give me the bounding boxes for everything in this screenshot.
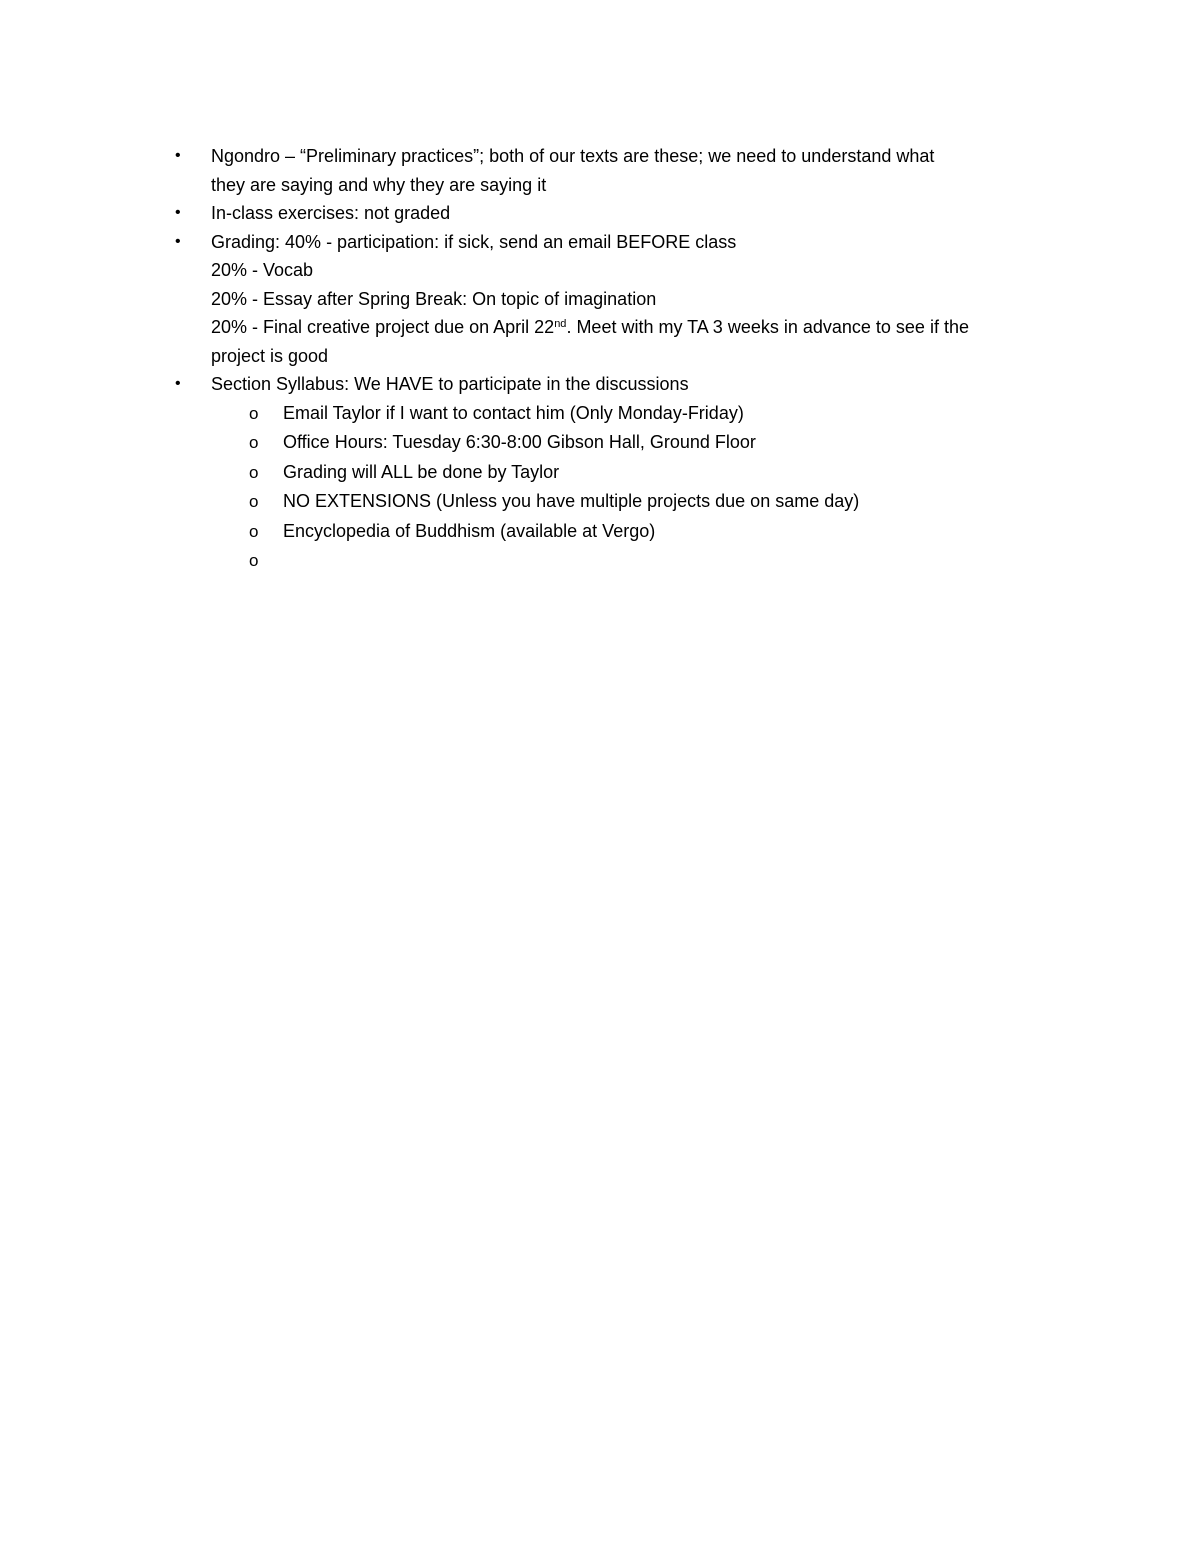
sub-list-item	[0, 458, 1200, 488]
list-item-text	[211, 313, 969, 342]
sub-list-item	[0, 428, 1200, 458]
bullet-icon: •	[175, 147, 181, 164]
list-item-text: In-class exercises: not graded	[211, 203, 451, 223]
circle-bullet-icon: o	[249, 551, 259, 570]
list-item	[0, 370, 1200, 399]
circle-bullet-icon: o	[249, 403, 259, 423]
list-item-text: Ngondro – “Preliminary practices”; both of our texts are these; we need to understand what	[211, 146, 935, 166]
sub-list-item-text: Office Hours: Tuesday 6:30-8:00 Gibson Hall, Ground Floor	[283, 432, 756, 452]
text-segment: . Meet with my TA 3 weeks in advance to see if the	[566, 317, 969, 337]
sub-list-item-text: NO EXTENSIONS (Unless you have multiple projects due on same day)	[283, 491, 860, 511]
list-item-continuation	[0, 342, 1200, 371]
list-item-text: 20% - Vocab	[211, 260, 314, 280]
circle-bullet-icon: o	[249, 462, 259, 482]
list-item-text: Grading: 40% - participation: if sick, send an email BEFORE class	[211, 231, 737, 252]
list-item	[0, 199, 1200, 228]
sub-list-item-text: Grading will ALL be done by Taylor	[283, 461, 560, 482]
circle-bullet-icon: o	[249, 521, 259, 541]
circle-bullet-icon: o	[249, 433, 259, 452]
bullet-icon: •	[175, 232, 181, 250]
list-item-text: project is good	[211, 345, 329, 366]
sub-list-item	[0, 546, 1200, 576]
text-segment: 20% - Final creative project due on April 22	[211, 317, 555, 337]
sub-list-item-text: Encyclopedia of Buddhism (available at Vergo)	[283, 520, 656, 541]
list-item-text: they are saying and why they are saying it	[211, 174, 547, 195]
sub-list-item	[0, 399, 1200, 429]
list-item-continuation	[0, 313, 1200, 342]
list-item-text: 20% - Essay after Spring Break: On topic of imagination	[211, 288, 657, 309]
list-item	[0, 142, 1200, 171]
sub-list-item-text: Email Taylor if I want to contact him (Only Monday-Friday)	[283, 402, 744, 423]
list-item	[0, 228, 1200, 257]
notes-list	[0, 142, 1200, 576]
list-item-text: Section Syllabus: We HAVE to participate in the discussions	[211, 374, 689, 394]
list-item-continuation	[0, 171, 1200, 200]
sub-list-item	[0, 517, 1200, 547]
bullet-icon: •	[175, 375, 181, 392]
sub-list-item	[0, 487, 1200, 517]
ordinal-suffix: nd	[554, 318, 567, 330]
list-item-continuation	[0, 285, 1200, 314]
list-item-continuation	[0, 256, 1200, 285]
circle-bullet-icon: o	[249, 492, 259, 511]
bullet-icon: •	[175, 204, 181, 221]
